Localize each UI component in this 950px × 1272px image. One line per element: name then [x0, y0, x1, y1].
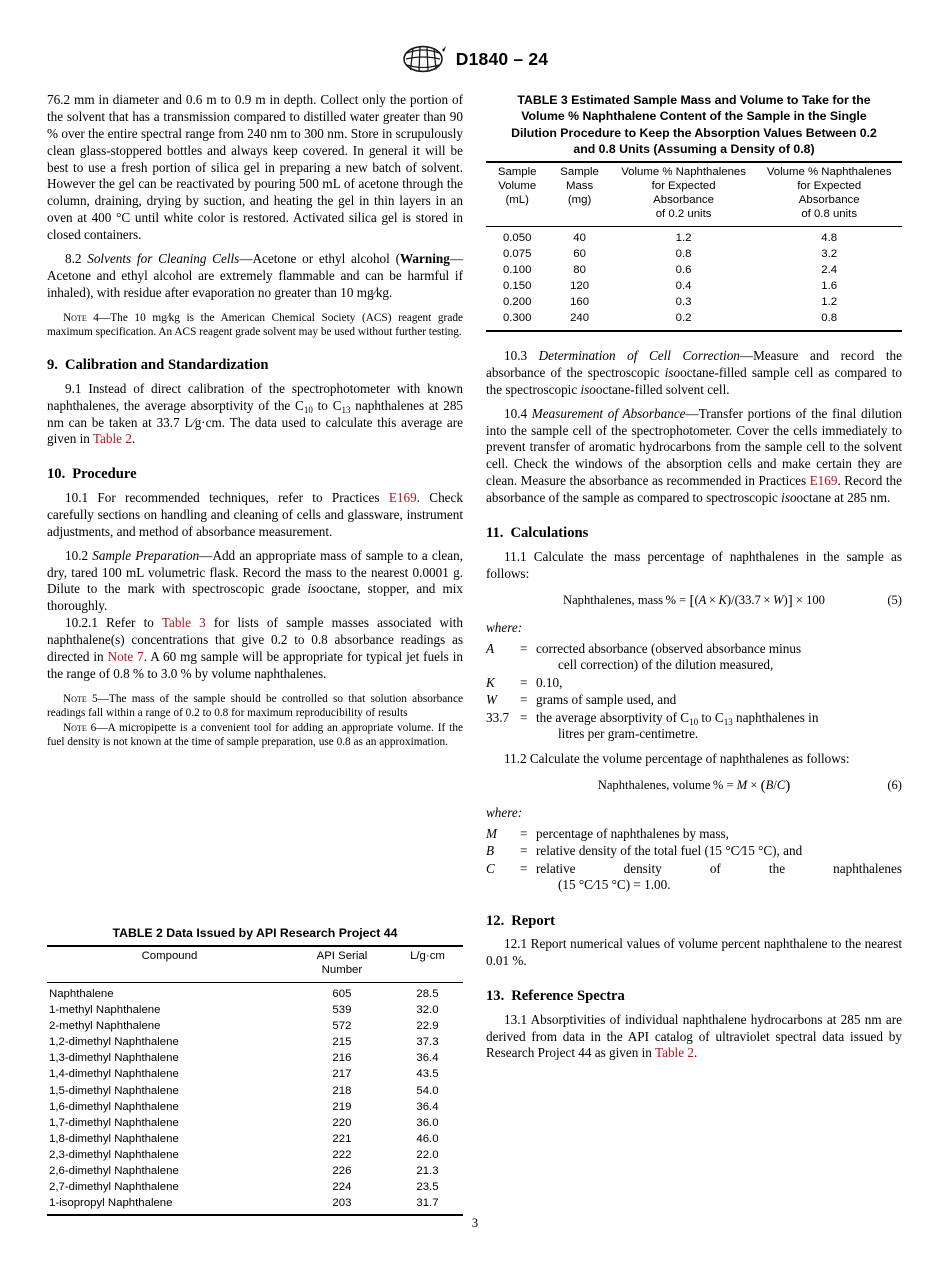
paragraph-8-2-text-b: —Acetone and ethyl alcohol are extremely flammable and can be harmful if inhaled), with residue after evaporation no greater than 10 mg⁄kg. — [47, 251, 463, 300]
table-cell: 2-methyl Naphthalene — [49, 1020, 161, 1033]
subscript-c10-a: 10 — [303, 404, 313, 415]
table-row — [486, 295, 902, 311]
table-cell: 4.8 — [821, 232, 838, 244]
paragraph-8-1-continued: 76.2 mm in diameter and 0.6 m to 0.9 m in depth. Collect only the portion of the solvent that has a transmission compared to distilled water greater than 90 % over the entire spectral range from 240 nm to 300 nm. Store in scrupulously clean glass-stoppered bottles and always keep covered. In general it will be best to use a fresh portion of silica gel in preparing a new batch of solvent. However the gel can be reactivated by pouring 500 mL of acetone through the column, draining, drying by suction, and heating the gel in thin layers in an oven at 400 °C until white color is restored. Activated silica gel is stored in closed containers. — [47, 92, 463, 243]
section-9-number: 9. — [47, 357, 58, 374]
table-cell: 215 — [332, 1036, 352, 1049]
subscript-c13-a: 13 — [341, 404, 351, 415]
table-cell: 226 — [332, 1164, 352, 1177]
t3-c0-l0: Sample — [497, 166, 537, 179]
paragraph-10-4-number: 10.4 — [504, 405, 528, 421]
table-cell: 0.075 — [502, 248, 532, 261]
note-5-text: —The mass of the sample should be controlled so that solution absorbance readings fall within a range of 0.2 to 0.8 for maximum reproducibility of results — [47, 692, 463, 720]
table-cell: 31.7 — [416, 1196, 439, 1209]
table-cell: 1-methyl Naphthalene — [49, 1004, 161, 1017]
table-cell: 21.3 — [416, 1164, 439, 1177]
paragraph-10-4-text-c: octane at 285 nm. — [796, 490, 891, 506]
t3-c2-l0: Volume % Naphthalenes — [621, 166, 746, 179]
table-cell: 0.6 — [675, 264, 692, 277]
def-C-line1: relative density of the naphthalenes — [536, 860, 902, 876]
table-row — [47, 1051, 463, 1067]
paragraph-8-2-text-a: —Acetone or ethyl alcohol ( — [239, 251, 400, 267]
table-cell: 0.050 — [502, 232, 532, 244]
def-337-a: the average absorptivity of C — [536, 709, 690, 725]
page-header — [0, 44, 950, 74]
section-12-number: 12. — [486, 912, 505, 929]
table-3-title — [486, 92, 902, 157]
paragraph-10-3-number: 10.3 — [504, 348, 528, 363]
iso-italic-3: iso — [580, 381, 596, 397]
table-3-title-line2: Volume % Naphthalene Content of the Sample in the Single — [521, 109, 867, 124]
note-4-text: —The 10 mg⁄kg is the American Chemical Society (ACS) reagent grade maximum specification. An ACS reagent grade solvent may be used without further testing. — [47, 311, 463, 338]
table-cell: 0.8 — [675, 248, 692, 261]
table-row — [47, 1019, 463, 1035]
table-cell: 54.0 — [416, 1084, 439, 1097]
paragraph-11-1-text: Calculate the mass percentage of naphthalenes in the sample as follows: — [486, 548, 903, 581]
t3-c1-l2: (mg) — [567, 194, 592, 207]
link-note-7-ref1[interactable]: Note 7 — [107, 649, 144, 665]
table-cell: 0.150 — [502, 280, 532, 293]
table-cell: 2,3-dimethyl Naphthalene — [49, 1148, 179, 1161]
table-cell: 0.3 — [675, 296, 692, 309]
table-cell: 2.4 — [821, 264, 838, 277]
def-equals-C: = — [520, 860, 528, 876]
table-cell: 218 — [332, 1084, 352, 1097]
def-equals-W: = — [520, 692, 528, 708]
table-cell: 605 — [332, 988, 352, 1001]
def-text-A: corrected absorbance (observed absorbance minus cell correction) of the dilution measured, — [536, 640, 802, 673]
t3-c2-l2: Absorbance — [653, 194, 714, 207]
paragraph-11-1-number: 11.1 — [504, 548, 527, 564]
table-cell: 572 — [332, 1020, 352, 1033]
table-3-col-abs-08 — [756, 162, 902, 226]
table-3-title-line4: and 0.8 Units (Assuming a Density of 0.8) — [573, 142, 815, 157]
table-cell: 46.0 — [416, 1132, 439, 1145]
t3-c2-l3: of 0.2 units — [655, 208, 712, 221]
def-equals-A: = — [520, 640, 528, 656]
def-337-sub2: 13 — [723, 716, 733, 727]
iso-italic-1: iso — [307, 581, 323, 597]
table-cell: 0.4 — [675, 280, 692, 293]
def-row-M — [486, 826, 902, 844]
paragraph-10-3-text-b: octane-filled sample cell as compared to the spectroscopic — [486, 364, 902, 397]
note-6-text: —A micropipette is a convenient tool for adding an appropriate volume. If the fuel density is not known at the time of sample preparation, use 0.8 as an approximation. — [47, 722, 463, 749]
table-cell: Naphthalene — [49, 988, 114, 1001]
table-cell: 240 — [570, 312, 590, 325]
where-label-2: where: — [486, 804, 523, 820]
def-C-line2: (15 °C⁄15 °C) = 1.00. — [558, 877, 671, 893]
table-3-title-line3: Dilution Procedure to Keep the Absorption Values Between 0.2 — [511, 125, 877, 140]
paragraph-9-1 — [47, 381, 463, 449]
table-cell: 120 — [570, 280, 590, 293]
table-2-head — [47, 946, 463, 982]
t3-c0-l2: (mL) — [505, 194, 529, 207]
table-cell: 0.8 — [821, 312, 838, 325]
paragraph-10-1-text-a: For recommended techniques, refer to Practices — [97, 490, 389, 506]
table-2-col-serial — [292, 946, 392, 982]
section-12-title: Report — [511, 912, 556, 929]
paragraph-10-4-text-b: . Record the absorbance of the sample as compared to spectroscopic — [486, 473, 902, 506]
paragraph-10-2-1-text-a: Refer to — [106, 615, 162, 631]
paragraph-12-1 — [486, 936, 902, 970]
table-2-col-serial-line2: Number — [321, 964, 363, 977]
section-13-title: Reference Spectra — [511, 987, 625, 1004]
paragraph-10-1 — [47, 490, 463, 541]
table-cell: 2,7-dimethyl Naphthalene — [49, 1180, 179, 1193]
def-row-K — [486, 675, 902, 693]
section-11-heading — [486, 524, 902, 543]
table-3-col-sample-volume — [486, 162, 548, 226]
table-2-col-compound — [47, 946, 292, 982]
paragraph-9-1-text-b: to C — [312, 397, 342, 413]
table-2-container — [47, 925, 463, 1216]
paragraph-8-2-number: 8.2 — [65, 251, 82, 267]
table-cell: 23.5 — [416, 1180, 439, 1193]
equation-6-body: Naphthalenes, volume % = M × (B/C) — [597, 778, 791, 795]
table-row — [47, 1035, 463, 1051]
table-cell: 36.0 — [416, 1116, 439, 1129]
table-row — [47, 1099, 463, 1115]
def-symbol-B: B — [486, 843, 495, 859]
equation-6 — [486, 777, 902, 796]
paragraph-9-1-number: 9.1 — [65, 380, 82, 396]
paragraph-10-4 — [486, 406, 902, 507]
t3-c3-l3: of 0.8 units — [801, 208, 858, 221]
def-symbol-M: M — [486, 825, 497, 841]
paragraph-10-4-title: Measurement of Absorbance — [531, 405, 686, 421]
table-row — [486, 263, 902, 279]
def-text-B: relative density of the total fuel (15 °C⁄15 °C), and — [536, 843, 803, 859]
section-11-title: Calculations — [510, 525, 589, 542]
definition-list-eq6 — [486, 826, 902, 895]
table-cell: 1,8-dimethyl Naphthalene — [49, 1132, 179, 1145]
table-cell: 22.0 — [416, 1148, 439, 1161]
table-2-header-row — [47, 946, 463, 982]
paragraph-10-2-text-b: octane, stopper, and mix thoroughly. — [47, 581, 463, 614]
section-9-title: Calibration and Standardization — [64, 357, 269, 374]
paragraph-11-2 — [486, 751, 902, 768]
table-cell: 1.6 — [821, 280, 838, 293]
paragraph-9-1-text-d: . — [131, 431, 136, 447]
page-number: 3 — [471, 1216, 479, 1230]
table-2 — [47, 945, 463, 1216]
def-row-B — [486, 843, 902, 861]
table-3-col-abs-02 — [611, 162, 757, 226]
def-equals-K: = — [520, 674, 528, 690]
table-cell: 216 — [332, 1052, 352, 1065]
def-equals-M: = — [520, 825, 528, 841]
paragraph-13-1-text-b: . — [693, 1045, 698, 1061]
link-table-2-ref2[interactable]: Table 2 — [654, 1045, 694, 1061]
table-cell: 43.5 — [416, 1068, 439, 1081]
table-row — [47, 983, 463, 1003]
warning-label: Warning — [399, 251, 450, 267]
note-5-label: Note 5 — [63, 692, 98, 705]
paragraph-10-2-1 — [47, 615, 463, 683]
table-3-col-sample-mass — [548, 162, 610, 226]
table-row — [47, 1196, 463, 1216]
section-10-heading — [47, 465, 463, 484]
paragraph-9-1-text-c: naphthalenes at 285 nm can be taken at 33.7 L⁄g·cm. The data used to calculate this average are given in — [47, 397, 464, 447]
table-cell: 1,2-dimethyl Naphthalene — [49, 1036, 179, 1049]
table-3-title-line1: TABLE 3 Estimated Sample Mass and Volume to Take for the — [517, 93, 871, 107]
note-4-label: Note 4 — [63, 311, 99, 324]
section-9-heading — [47, 356, 463, 375]
table-cell: 0.300 — [502, 312, 532, 325]
paragraph-10-3-text-a: —Measure and record the absorbance of the spectroscopic — [486, 348, 903, 380]
def-symbol-C: C — [486, 860, 495, 876]
paragraph-13-1 — [486, 1012, 902, 1063]
paragraph-10-3-text-c: octane-filled solvent cell. — [595, 381, 730, 397]
table-cell: 1,3-dimethyl Naphthalene — [49, 1052, 179, 1065]
link-table-2-ref1[interactable]: Table 2 — [92, 431, 132, 447]
table-row — [47, 1083, 463, 1099]
def-row-W — [486, 692, 902, 710]
table-cell: 0.2 — [675, 312, 692, 325]
paragraph-10-3 — [486, 348, 902, 399]
def-row-A — [486, 641, 902, 675]
table-3-container — [486, 92, 902, 332]
section-10-number: 10. — [47, 466, 66, 483]
table-cell: 1.2 — [675, 232, 692, 244]
table-row — [47, 1115, 463, 1131]
definition-list-eq5 — [486, 641, 902, 744]
paragraph-10-1-text-b: . Check carefully sections on handling and cleaning of cells and glassware, instrument adjustments, and method of absorbance measurement. — [47, 490, 463, 539]
table-cell: 539 — [332, 1004, 352, 1017]
link-table-3-ref1[interactable]: Table 3 — [161, 615, 206, 631]
table-3-head — [486, 162, 902, 226]
def-symbol-K: K — [486, 674, 495, 690]
table-2-col-serial-line1: API Serial — [316, 950, 368, 963]
paragraph-12-1-text: Report numerical values of volume percent naphthalene to the nearest 0.01 %. — [486, 936, 903, 969]
iso-italic-4: iso — [781, 490, 797, 506]
paragraph-13-1-number: 13.1 — [504, 1011, 528, 1027]
equation-5 — [486, 592, 902, 611]
table-row — [47, 1147, 463, 1163]
table-cell: 1,4-dimethyl Naphthalene — [49, 1068, 179, 1081]
table-cell: 1.2 — [821, 296, 838, 309]
table-cell: 0.200 — [502, 296, 532, 309]
table-row — [486, 311, 902, 331]
table-cell: 3.2 — [821, 248, 838, 261]
left-column — [47, 92, 463, 750]
table-3-header-row — [486, 162, 902, 226]
table-2-col-lgcm-line1: L/g·cm — [410, 950, 445, 963]
table-cell: 37.3 — [416, 1036, 439, 1049]
table-row — [47, 1067, 463, 1083]
section-10-title: Procedure — [72, 466, 137, 483]
t3-c1-l1: Mass — [565, 180, 594, 193]
paragraph-11-2-text: Calculate the volume percentage of naphthalenes as follows: — [529, 750, 850, 766]
link-e169-ref2[interactable]: E169 — [809, 473, 838, 489]
paragraph-8-2-title: Solvents for Cleaning Cells — [87, 251, 240, 267]
note-6-label: Note 6 — [63, 722, 97, 735]
paragraph-12-1-number: 12.1 — [504, 936, 528, 952]
table-cell: 28.5 — [416, 988, 439, 1001]
table-cell: 36.4 — [416, 1100, 439, 1113]
paragraph-10-2-1-text-b: for lists of sample masses associated with naphthalene(s) concentrations that give 0.2 to 0.8 absorbance readings as directed in — [47, 615, 463, 665]
table-cell: 217 — [332, 1068, 352, 1081]
t3-c3-l2: Absorbance — [798, 194, 860, 207]
paragraph-10-2 — [47, 548, 463, 616]
right-column — [486, 348, 902, 1062]
t3-c3-l0: Volume % Naphthalenes — [766, 166, 892, 179]
table-2-col-compound-line1: Compound — [141, 950, 198, 963]
def-text-K: 0.10, — [536, 674, 563, 690]
equation-6-number: (6) — [887, 778, 902, 793]
def-text-W: grams of sample used, and — [536, 692, 677, 708]
paragraph-10-2-1-number: 10.2.1 — [65, 615, 98, 631]
table-cell: 220 — [332, 1116, 352, 1129]
table-cell: 1-isopropyl Naphthalene — [49, 1196, 173, 1209]
table-row — [47, 1163, 463, 1179]
table-cell: 2,6-dimethyl Naphthalene — [49, 1164, 179, 1177]
table-2-col-lgcm — [392, 946, 463, 982]
table-cell: 203 — [332, 1196, 352, 1209]
table-row — [486, 279, 902, 295]
paragraph-10-2-1-text-c: . A 60 mg sample will be appropriate for typical jet fuels in the range of 0.8 % to 3.0 % by volume naphthalenes. — [47, 649, 464, 681]
def-row-337 — [486, 710, 902, 744]
paragraph-10-2-text-a: —Add an appropriate mass of sample to a clean, dry, tared 100 mL volumetric flask. Record the mass to the nearest 0.0001 g. Dilute to the mark with spectroscopic grade — [47, 547, 463, 597]
table-cell: 1,7-dimethyl Naphthalene — [49, 1116, 179, 1129]
def-337-b: to C — [698, 709, 724, 725]
def-text-337: the average absorptivity of $C_{10}$ to $C_{13}$ naphthalenes in litres per gram-centimetre. — [536, 709, 819, 742]
t3-c0-l1: Volume — [498, 180, 537, 193]
paragraph-8-2 — [47, 251, 463, 302]
table-cell: 160 — [570, 296, 590, 309]
section-13-heading — [486, 987, 902, 1006]
def-text-C — [536, 861, 902, 895]
paragraph-9-1-text-a: Instead of direct calibration of the spectrophotometer with known naphthalenes, the average absorptivity of the C — [47, 380, 463, 413]
table-cell: 0.100 — [502, 264, 532, 277]
table-cell: 1,5-dimethyl Naphthalene — [49, 1084, 179, 1097]
section-12-heading — [486, 912, 902, 931]
def-symbol-W: W — [486, 692, 497, 708]
table-cell: 224 — [332, 1180, 352, 1193]
table-cell: 219 — [332, 1100, 352, 1113]
table-3 — [486, 161, 902, 331]
def-equals-337: = — [520, 709, 528, 725]
paragraph-11-1 — [486, 549, 902, 583]
document-designation: D1840 – 24 — [455, 48, 549, 69]
table-cell: 36.4 — [416, 1052, 439, 1065]
paragraph-10-2-number: 10.2 — [65, 547, 89, 563]
paragraph-10-4-text-a: —Transfer portions of the final dilution into the sample cell of the spectrophotometer. Cover the cells immediately to prevent transfer of aromatic hydrocarbons from the sample cell to the solvent cell. Check the windows of the absorption cells and make certain they are clean. Measure the absorbance as recommended in Practices — [486, 405, 903, 489]
table-cell: 1,6-dimethyl Naphthalene — [49, 1100, 179, 1113]
t3-c3-l1: for Expected — [797, 180, 862, 193]
t3-c1-l0: Sample — [560, 166, 599, 179]
note-6 — [47, 721, 463, 749]
paragraph-10-3-title: Determination of Cell Correction — [538, 348, 740, 363]
table-2-body — [47, 983, 463, 1216]
table-cell: 60 — [573, 248, 586, 261]
table-cell: 221 — [332, 1132, 352, 1145]
table-row — [486, 227, 902, 247]
iso-italic-2: iso — [664, 364, 681, 380]
def-row-C — [486, 861, 902, 895]
table-cell: 80 — [573, 264, 586, 277]
def-text-M: percentage of naphthalenes by mass, — [536, 825, 729, 841]
paragraph-11-2-number: 11.2 — [504, 750, 527, 766]
paragraph-10-2-title: Sample Preparation — [92, 547, 200, 563]
def-337-sub1: 10 — [689, 716, 699, 727]
note-5 — [47, 692, 463, 720]
paragraph-13-1-text-a: Absorptivities of individual naphthalene hydrocarbons at 285 nm are derived from data in the API catalog of ultraviolet spectral data issued by Research Project 44 as given in — [486, 1011, 902, 1061]
table-row — [486, 247, 902, 263]
section-11-number: 11. — [486, 525, 504, 542]
table-cell: 32.0 — [416, 1004, 439, 1017]
def-equals-B: = — [520, 843, 528, 859]
table-3-body — [486, 227, 902, 331]
paragraph-10-1-number: 10.1 — [65, 490, 89, 506]
table-row — [47, 1131, 463, 1147]
section-13-number: 13. — [486, 987, 505, 1004]
table-2-title: TABLE 2 Data Issued by API Research Project 44 — [112, 926, 398, 940]
astm-logo-icon — [402, 44, 446, 74]
equation-5-number: (5) — [887, 593, 902, 608]
equation-5-body: Naphthalenes, mass % = [(A × K)/(33.7 × W)] × 100 — [563, 593, 825, 610]
where-label-1: where: — [486, 619, 523, 635]
t3-c2-l1: for Expected — [651, 180, 716, 193]
table-row — [47, 1003, 463, 1019]
table-cell: 222 — [332, 1148, 352, 1161]
table-cell: 22.9 — [416, 1020, 439, 1033]
table-row — [47, 1180, 463, 1196]
table-cell: 40 — [573, 232, 586, 244]
note-4 — [47, 311, 463, 339]
link-e169-ref1[interactable]: E169 — [388, 490, 417, 506]
def-symbol-337: 33.7 — [486, 709, 510, 725]
def-symbol-A: A — [486, 640, 495, 656]
